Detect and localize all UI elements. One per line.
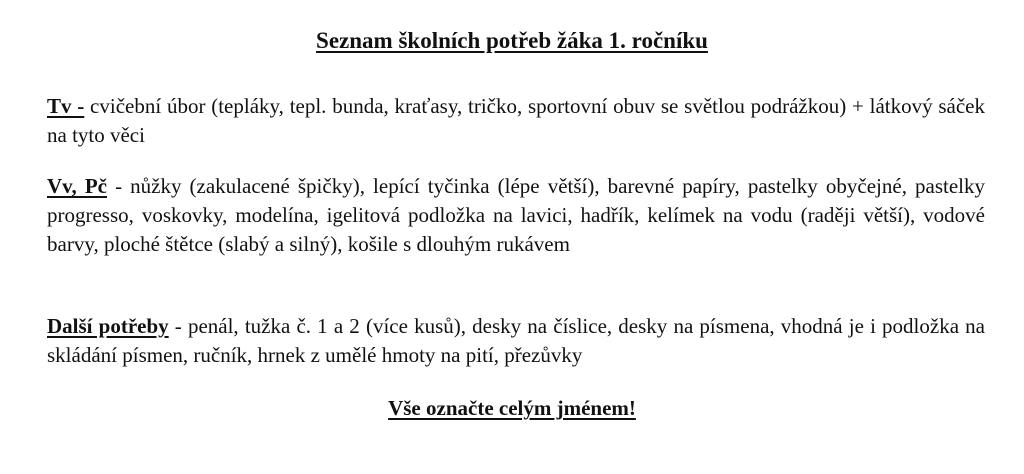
section-vv-pc (47, 172, 985, 259)
document-title: Seznam školních potřeb žáka 1. ročníku (316, 28, 708, 53)
section-text-vv-pc: - nůžky (zakulacené špičky), lepící tyčinka (lépe větší), barevné papíry, pastelky obyčejné, pastelky progresso, voskovky, modelína, igelitová podložka na lavici, hadřík, kelímek na vodu (raději větší), vodové barvy, ploché štětce (slabý a silný), košile s dlouhým rukávem (47, 174, 986, 256)
section-text-tv: cvičební úbor (tepláky, tepl. bunda, kraťasy, tričko, sportovní obuv se světlou podrážkou) + látkový sáček na tyto věci (47, 94, 986, 147)
section-tv (47, 92, 985, 150)
section-label-tv: Tv - (47, 94, 85, 118)
footer-note: Vše označte celým jménem! (388, 396, 636, 420)
section-text-dalsi-potreby: - penál, tužka č. 1 a 2 (více kusů), desky na číslice, desky na písmena, vhodná je i podložka na skládání písmen, ručník, hrnek z umělé hmoty na pití, přezůvky (47, 314, 986, 367)
section-dalsi-potreby (47, 312, 985, 370)
section-label-vv-pc: Vv, Pč (47, 174, 107, 198)
section-label-dalsi-potreby: Další potřeby (47, 314, 169, 338)
